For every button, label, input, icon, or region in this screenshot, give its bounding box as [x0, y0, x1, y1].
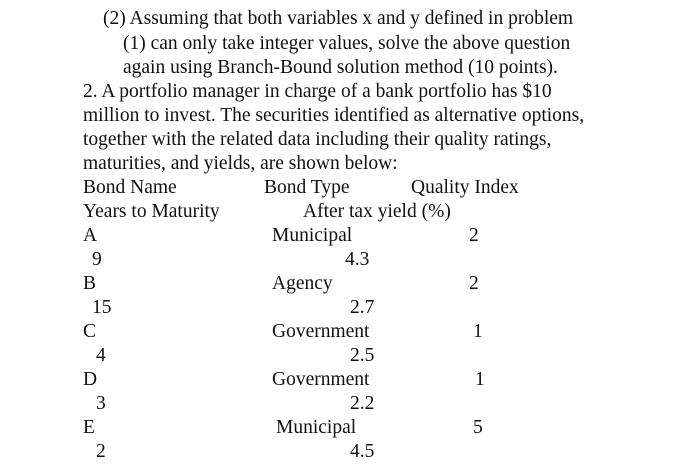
row-a-name: A — [83, 225, 98, 246]
row-e-yield: 4.5 — [350, 441, 375, 462]
row-c-quality: 1 — [473, 321, 483, 342]
row-c-name: C — [83, 321, 97, 342]
problem-part2-line-1: (2) Assuming that both variables x and y defined in problem — [103, 8, 574, 29]
header-bond-name: Bond Name — [83, 177, 177, 198]
row-b-years: 15 — [92, 297, 112, 318]
row-b-quality: 2 — [469, 273, 479, 294]
header-after-tax-yield: After tax yield (%) — [303, 201, 451, 222]
row-b-yield: 2.7 — [350, 297, 375, 318]
row-e-years: 2 — [96, 441, 106, 462]
problem-part2-line-3: again using Branch-Bound solution method (10 points). — [123, 57, 558, 78]
row-d-years: 3 — [96, 393, 106, 414]
header-bond-type: Bond Type — [264, 177, 350, 198]
row-c-years: 4 — [96, 345, 106, 366]
question2-line-2: million to invest. The securities identified as alternative options, — [83, 105, 585, 126]
problem-part2-line-2: (1) can only take integer values, solve the above question — [123, 33, 571, 54]
header-quality-index: Quality Index — [411, 177, 519, 198]
row-e-quality: 5 — [473, 417, 483, 438]
row-a-quality: 2 — [469, 225, 479, 246]
row-d-name: D — [83, 369, 98, 390]
row-c-yield: 2.5 — [350, 345, 375, 366]
row-d-type: Government — [272, 369, 370, 390]
question2-line-3: together with the related data including their quality ratings, — [83, 129, 552, 150]
row-b-name: B — [83, 273, 97, 294]
row-c-type: Government — [272, 321, 370, 342]
question2-line-1: 2. A portfolio manager in charge of a bank portfolio has $10 — [83, 81, 552, 102]
row-e-type: Municipal — [276, 417, 357, 438]
header-years-to-maturity: Years to Maturity — [83, 201, 220, 222]
question2-line-4: maturities, and yields, are shown below: — [83, 153, 398, 174]
row-e-name: E — [83, 417, 95, 438]
row-a-type: Municipal — [272, 225, 353, 246]
row-d-yield: 2.2 — [350, 393, 375, 414]
row-b-type: Agency — [272, 273, 333, 294]
row-a-years: 9 — [92, 249, 102, 270]
row-d-quality: 1 — [475, 369, 485, 390]
row-a-yield: 4.3 — [345, 249, 370, 270]
